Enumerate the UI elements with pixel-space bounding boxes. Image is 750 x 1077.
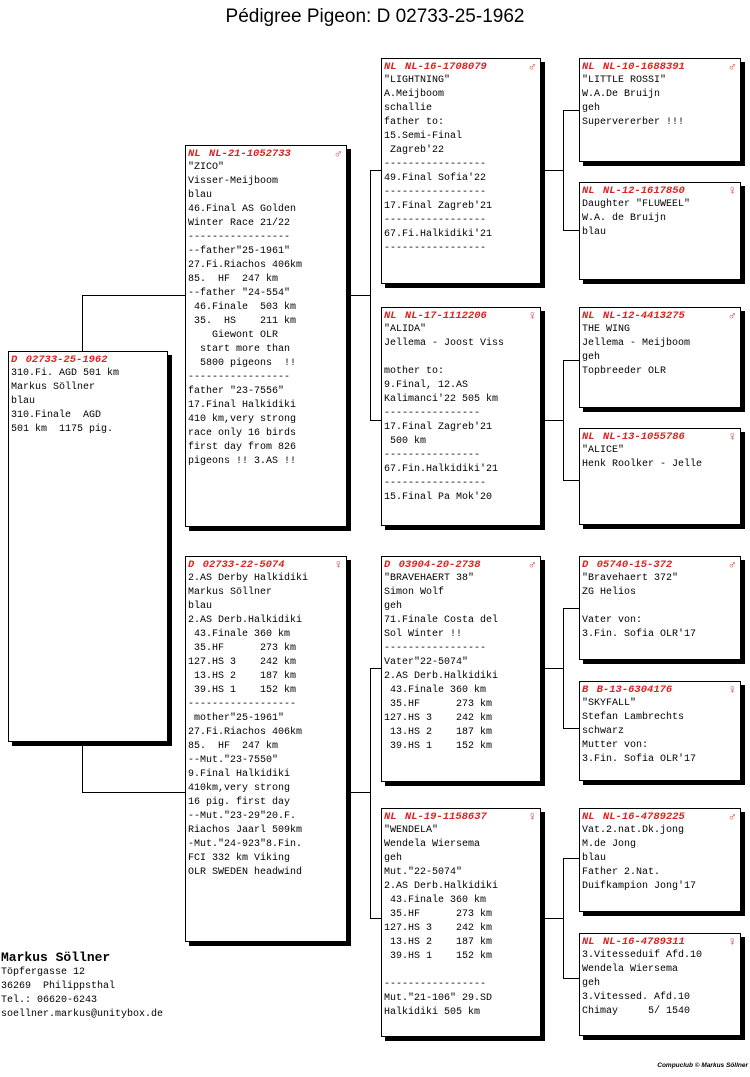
pedigree-line: first day from 826 <box>188 442 297 453</box>
pedigree-line: 35.HF 273 km <box>188 643 297 654</box>
female-symbol-icon: ♀ <box>728 184 736 198</box>
connector-line <box>370 170 381 171</box>
pedigree-line: Riachos Jaarl 509km <box>188 825 303 836</box>
pedigree-line: ----------------- <box>188 372 291 383</box>
country-code: NL <box>582 431 595 443</box>
pedigree-line: M.de Jong <box>582 839 637 850</box>
connector-line <box>82 742 83 792</box>
pedigree-line: geh <box>384 601 403 612</box>
pedigree-line: 3.Fin. Sofia OLR'17 <box>582 754 697 765</box>
pedigree-line: 85. HF 247 km <box>188 741 279 752</box>
pedigree-line: Vat.2.nat.Dk.jong <box>582 825 685 836</box>
pedigree-line: ----------------- <box>384 187 487 198</box>
pedigree-line: 501 km 1175 pig. <box>11 424 114 435</box>
pedigree-line: Sol Winter !! <box>384 629 463 640</box>
pedigree-line: Mut."21-106" 29.SD <box>384 993 493 1004</box>
country-code: NL <box>582 61 595 73</box>
pedigree-line: Zagreb'22 <box>384 145 445 156</box>
pedigree-line: 43.Finale 360 km <box>188 629 291 640</box>
ring-id: NL-10-1688391 <box>602 61 685 73</box>
male-symbol-icon: ♂ <box>528 558 536 572</box>
pigeon-card-mother[interactable] <box>185 556 347 942</box>
pedigree-line: ZG Helios <box>582 587 637 598</box>
pedigree-line: Markus Söllner <box>188 587 273 598</box>
ring-id: NL-16-4789311 <box>602 936 685 948</box>
ring-number <box>582 684 672 697</box>
pedigree-line: 39.HS 1 152 km <box>188 685 297 696</box>
pedigree-line: 35. HS 211 km <box>188 316 297 327</box>
pedigree-line: 310.Fi. AGD 501 km <box>11 368 120 379</box>
pigeon-card-mmm[interactable] <box>579 933 741 1036</box>
pedigree-line: father to: <box>384 117 445 128</box>
connector-line <box>563 230 579 231</box>
pedigree-line: 71.Finale Costa del <box>384 615 499 626</box>
pedigree-line: ----------------- <box>384 979 487 990</box>
male-symbol-icon: ♂ <box>528 60 536 74</box>
pedigree-line: 35.HF 273 km <box>384 699 493 710</box>
country-code: D <box>582 559 589 571</box>
pedigree-line: ----------------- <box>384 243 487 254</box>
connector-line <box>563 608 579 609</box>
pedigree-line: Markus Söllner <box>11 382 96 393</box>
pedigree-line: 410 km,very strong <box>188 414 297 425</box>
country-code: NL <box>582 936 595 948</box>
pigeon-card-mm[interactable] <box>381 808 541 1037</box>
pigeon-card-ffm[interactable] <box>579 182 741 280</box>
country-code: D <box>384 559 391 571</box>
connector-line <box>563 858 579 859</box>
pedigree-line: OLR SWEDEN headwind <box>188 867 303 878</box>
pedigree-line: geh <box>582 352 601 363</box>
breeder-address <box>1 966 163 1022</box>
card-header <box>582 811 740 824</box>
pedigree-line: blau <box>188 190 213 201</box>
country-code: NL <box>384 811 397 823</box>
connector-line <box>82 792 187 793</box>
card-header <box>188 559 346 572</box>
pedigree-line: 9.Final Halkidiki <box>188 769 291 780</box>
ring-number <box>384 811 487 824</box>
pedigree-line: 67.Fin.Halkidiki'21 <box>384 464 499 475</box>
pedigree-line: Supervererber !!! <box>582 117 685 128</box>
pedigree-line: FCI 332 km Viking <box>188 853 291 864</box>
pedigree-line: 127.HS 3 242 km <box>384 713 493 724</box>
ring-number <box>11 354 108 367</box>
pedigree-line: 27.Fi.Riachos 406km <box>188 260 303 271</box>
male-symbol-icon: ♂ <box>728 558 736 572</box>
connector-line <box>370 420 381 421</box>
pedigree-line: 17.Final Halkidiki <box>188 400 297 411</box>
pedigree-line: father "23-7556" <box>188 386 285 397</box>
pedigree-line: Visser-Meijboom <box>188 176 279 187</box>
pedigree-line: ----------------- <box>384 478 487 489</box>
pedigree-line: 9.Final, 12.AS <box>384 380 469 391</box>
pedigree-line: 410km,very strong <box>188 783 291 794</box>
male-symbol-icon: ♂ <box>728 60 736 74</box>
connector-line <box>82 295 187 296</box>
pedigree-line: "ALIDA" <box>384 324 427 335</box>
pedigree-line: race only 16 birds <box>188 428 297 439</box>
ring-id: 05740-15-372 <box>596 559 673 571</box>
pedigree-line: Jellema - Meijboom <box>582 338 691 349</box>
pedigree-line: "SKYFALL" <box>582 698 637 709</box>
pedigree-line: 15.Semi-Final <box>384 131 463 142</box>
pedigree-line <box>582 600 740 614</box>
pedigree-line: Wendela Wiersema <box>582 964 679 975</box>
country-code: B <box>582 684 589 696</box>
connector-line <box>541 420 564 421</box>
pedigree-line: Duifkampion Jong'17 <box>582 881 697 892</box>
pedigree-line: pigeons !! 3.AS !! <box>188 456 297 467</box>
pedigree-line: ---------------- <box>384 408 481 419</box>
card-header <box>582 61 740 74</box>
connector-line <box>563 360 579 361</box>
pedigree-line: 500 km <box>384 436 427 447</box>
pedigree-line: W.A. de Bruijn <box>582 213 667 224</box>
ring-number <box>582 811 685 824</box>
pedigree-line: --father "24-554" <box>188 288 291 299</box>
pigeon-card-fff[interactable] <box>579 58 741 162</box>
breeder-name: Markus Söllner <box>1 950 111 965</box>
breeder-info <box>1 950 163 1022</box>
pigeon-card-mf[interactable] <box>381 556 541 782</box>
card-header <box>582 936 740 949</box>
pedigree-line: Jellema - Joost Viss <box>384 338 505 349</box>
pedigree-line: 2.AS Derb.Halkidiki <box>384 881 499 892</box>
ring-id: NL-21-1052733 <box>208 148 291 160</box>
connector-line <box>347 792 371 793</box>
connector-line <box>563 110 579 111</box>
ring-number <box>188 559 285 572</box>
pedigree-line: Simon Wolf <box>384 587 445 598</box>
connector-line <box>563 978 579 979</box>
pedigree-line: 46.Final AS Golden <box>188 204 297 215</box>
pedigree-line: "LITTLE ROSSI" <box>582 75 667 86</box>
pedigree-line: 13.HS 2 187 km <box>384 937 493 948</box>
pedigree-line: ----------------- <box>188 232 291 243</box>
page-title: Pédigree Pigeon: D 02733-25-1962 <box>225 6 525 27</box>
pigeon-card-father[interactable] <box>185 145 347 527</box>
breeder-address-line: Töpfergasse 12 <box>1 967 86 978</box>
pedigree-line: schwarz <box>582 726 625 737</box>
pedigree-line: mother to: <box>384 366 445 377</box>
ring-id: 02733-25-1962 <box>25 354 108 366</box>
male-symbol-icon: ♂ <box>728 309 736 323</box>
connector-line <box>347 295 371 296</box>
connector-line <box>370 668 371 918</box>
pedigree-line: 39.HS 1 152 km <box>384 951 493 962</box>
pedigree-line: "WENDELA" <box>384 825 439 836</box>
pedigree-line: Father 2.Nat. <box>582 867 661 878</box>
pedigree-line: 46.Finale 503 km <box>188 302 297 313</box>
connector-line <box>541 170 564 171</box>
male-symbol-icon: ♂ <box>728 810 736 824</box>
pedigree-line: 3.Vitessed. Afd.10 <box>582 992 691 1003</box>
country-code: NL <box>582 185 595 197</box>
male-symbol-icon: ♂ <box>334 147 342 161</box>
pedigree-line: 39.HS 1 152 km <box>384 741 493 752</box>
card-header <box>384 61 540 74</box>
card-header <box>582 310 740 323</box>
card-header <box>582 185 740 198</box>
pedigree-line: 85. HF 247 km <box>188 274 279 285</box>
ring-number <box>582 936 685 949</box>
breeder-email: soellner.markus@unitybox.de <box>1 1009 164 1020</box>
pedigree-line: Kalimanci'22 505 km <box>384 394 499 405</box>
ring-number <box>582 61 685 74</box>
pedigree-line: ------------------ <box>188 699 297 710</box>
card-header <box>582 684 740 697</box>
pedigree-line: "Bravehaert 372" <box>582 573 679 584</box>
ring-number <box>582 185 685 198</box>
pedigree-line: 2.AS Derby Halkidiki <box>188 573 309 584</box>
pedigree-line: 35.HF 273 km <box>384 909 493 920</box>
ring-number <box>384 559 481 572</box>
pedigree-line: 15.Final Pa Mok'20 <box>384 492 493 503</box>
country-code: D <box>11 354 18 366</box>
pedigree-line: 67.Fi.Halkidiki'21 <box>384 229 493 240</box>
pedigree-line: start more than <box>188 344 291 355</box>
pedigree-line: blau <box>582 227 607 238</box>
pedigree-line: "BRAVEHAERT 38" <box>384 573 475 584</box>
card-header <box>384 811 540 824</box>
country-code: D <box>188 559 195 571</box>
breeder-phone: Tel.: 06620-6243 <box>1 995 98 1006</box>
pedigree-line: A.Meijboom <box>384 89 445 100</box>
pedigree-line: Vater von: <box>582 615 643 626</box>
pedigree-line: Mutter von: <box>582 740 649 751</box>
pigeon-card-main[interactable] <box>8 351 168 742</box>
ring-id: NL-12-1617850 <box>602 185 685 197</box>
female-symbol-icon: ♀ <box>528 309 536 323</box>
pedigree-line: 17.Final Zagreb'21 <box>384 201 493 212</box>
ring-id: NL-17-1112206 <box>404 310 487 322</box>
pedigree-line: Stefan Lambrechts <box>582 712 685 723</box>
pedigree-line: 2.AS Derb.Halkidiki <box>384 671 499 682</box>
pedigree-line: 49.Final Sofia'22 <box>384 173 487 184</box>
country-code: NL <box>582 811 595 823</box>
pedigree-line: 3.Vitesseduif Afd.10 <box>582 950 703 961</box>
pedigree-line: 2.AS Derb.Halkidiki <box>188 615 303 626</box>
pedigree-line: Henk Roolker - Jelle <box>582 459 703 470</box>
connector-line <box>541 668 564 669</box>
card-header <box>384 310 540 323</box>
connector-line <box>563 480 579 481</box>
pedigree-line: Wendela Wiersema <box>384 839 481 850</box>
pedigree-line: 127.HS 3 242 km <box>188 657 297 668</box>
pedigree-line: 3.Fin. Sofia OLR'17 <box>582 629 697 640</box>
pedigree-line: mother"25-1961" <box>188 713 285 724</box>
connector-line <box>370 918 381 919</box>
pedigree-line: THE WING <box>582 324 631 335</box>
pedigree-line: schallie <box>384 103 433 114</box>
pedigree-line: --Mut."23-7550" <box>188 755 279 766</box>
pedigree-line: Halkidiki 505 km <box>384 1007 481 1018</box>
female-symbol-icon: ♀ <box>728 683 736 697</box>
pedigree-line: Vater"22-5074" <box>384 657 469 668</box>
pedigree-line: "LIGHTNING" <box>384 75 451 86</box>
pedigree-line: 43.Finale 360 km <box>384 895 487 906</box>
female-symbol-icon: ♀ <box>334 558 342 572</box>
pedigree-line: Giewont OLR <box>188 330 279 341</box>
pedigree-line: 127.HS 3 242 km <box>384 923 493 934</box>
pedigree-line: blau <box>11 396 36 407</box>
pedigree-line: Mut."22-5074" <box>384 867 463 878</box>
pedigree-line: Winter Race 21/22 <box>188 218 291 229</box>
female-symbol-icon: ♀ <box>528 810 536 824</box>
pedigree-line: -Mut."24-923"8.Fin. <box>188 839 303 850</box>
ring-id: NL-16-4789225 <box>602 811 685 823</box>
ring-id: NL-16-1708079 <box>404 61 487 73</box>
ring-number <box>384 61 487 74</box>
copyright-footer: Compuclub © Markus Söllner <box>657 1062 748 1069</box>
pedigree-line: "ALICE" <box>582 445 625 456</box>
pedigree-line: 310.Finale AGD <box>11 410 102 421</box>
pedigree-line: 17.Final Zagreb'21 <box>384 422 493 433</box>
ring-id: B-13-6304176 <box>596 684 673 696</box>
pedigree-line: 13.HS 2 187 km <box>384 727 493 738</box>
pedigree-line: Daughter "FLUWEEL" <box>582 199 691 210</box>
country-code: NL <box>384 61 397 73</box>
ring-number <box>582 559 672 572</box>
pedigree-line: --father"25-1961" <box>188 246 291 257</box>
female-symbol-icon: ♀ <box>728 935 736 949</box>
pedigree-line: 16 pig. first day <box>188 797 291 808</box>
pedigree-line: 5800 pigeons !! <box>188 358 297 369</box>
pedigree-line: "ZICO" <box>188 162 225 173</box>
connector-line <box>541 918 564 919</box>
pedigree-line <box>384 351 540 365</box>
pedigree-line: blau <box>188 601 213 612</box>
card-header <box>384 559 540 572</box>
ring-number <box>582 431 685 444</box>
pedigree-line: geh <box>582 978 601 989</box>
country-code: NL <box>384 310 397 322</box>
pedigree-line: 27.Fi.Riachos 406km <box>188 727 303 738</box>
pedigree-line: 43.Finale 360 km <box>384 685 487 696</box>
connector-line <box>82 295 83 351</box>
pigeon-card-mmf[interactable] <box>579 808 741 912</box>
card-header <box>11 354 167 367</box>
pedigree-line: ----------------- <box>384 643 487 654</box>
country-code: NL <box>188 148 201 160</box>
ring-id: NL-13-1055786 <box>602 431 685 443</box>
pedigree-line: Topbreeder OLR <box>582 366 667 377</box>
pedigree-line: Chimay 5/ 1540 <box>582 1006 691 1017</box>
card-header <box>582 559 740 572</box>
pedigree-line: ---------------- <box>384 450 481 461</box>
ring-id: 03904-20-2738 <box>398 559 481 571</box>
pigeon-card-fm[interactable] <box>381 307 541 526</box>
ring-id: NL-12-4413275 <box>602 310 685 322</box>
pedigree-line: 13.HS 2 187 km <box>188 671 297 682</box>
female-symbol-icon: ♀ <box>728 430 736 444</box>
card-header <box>188 148 346 161</box>
pedigree-line: geh <box>582 103 601 114</box>
pigeon-card-mff[interactable] <box>579 556 741 660</box>
pigeon-card-ff[interactable] <box>381 58 541 284</box>
pedigree-line: ----------------- <box>384 215 487 226</box>
pedigree-line <box>384 964 540 978</box>
breeder-address-line: 36269 Philippsthal <box>1 981 116 992</box>
ring-number <box>384 310 487 323</box>
pigeon-card-fmm[interactable] <box>579 428 741 525</box>
pedigree-line: --Mut."23-29"20.F. <box>188 811 297 822</box>
ring-id: NL-19-1158637 <box>404 811 487 823</box>
country-code: NL <box>582 310 595 322</box>
pedigree-line: blau <box>582 853 607 864</box>
ring-number <box>188 148 291 161</box>
ring-number <box>582 310 685 323</box>
pedigree-line: W.A.De Bruijn <box>582 89 661 100</box>
ring-id: 02733-22-5074 <box>202 559 285 571</box>
card-header <box>582 431 740 444</box>
pigeon-card-fmf[interactable] <box>579 307 741 408</box>
pigeon-card-mfm[interactable] <box>579 681 741 781</box>
connector-line <box>370 668 381 669</box>
pedigree-line: geh <box>384 853 403 864</box>
pedigree-line: ----------------- <box>384 159 487 170</box>
connector-line <box>563 728 579 729</box>
